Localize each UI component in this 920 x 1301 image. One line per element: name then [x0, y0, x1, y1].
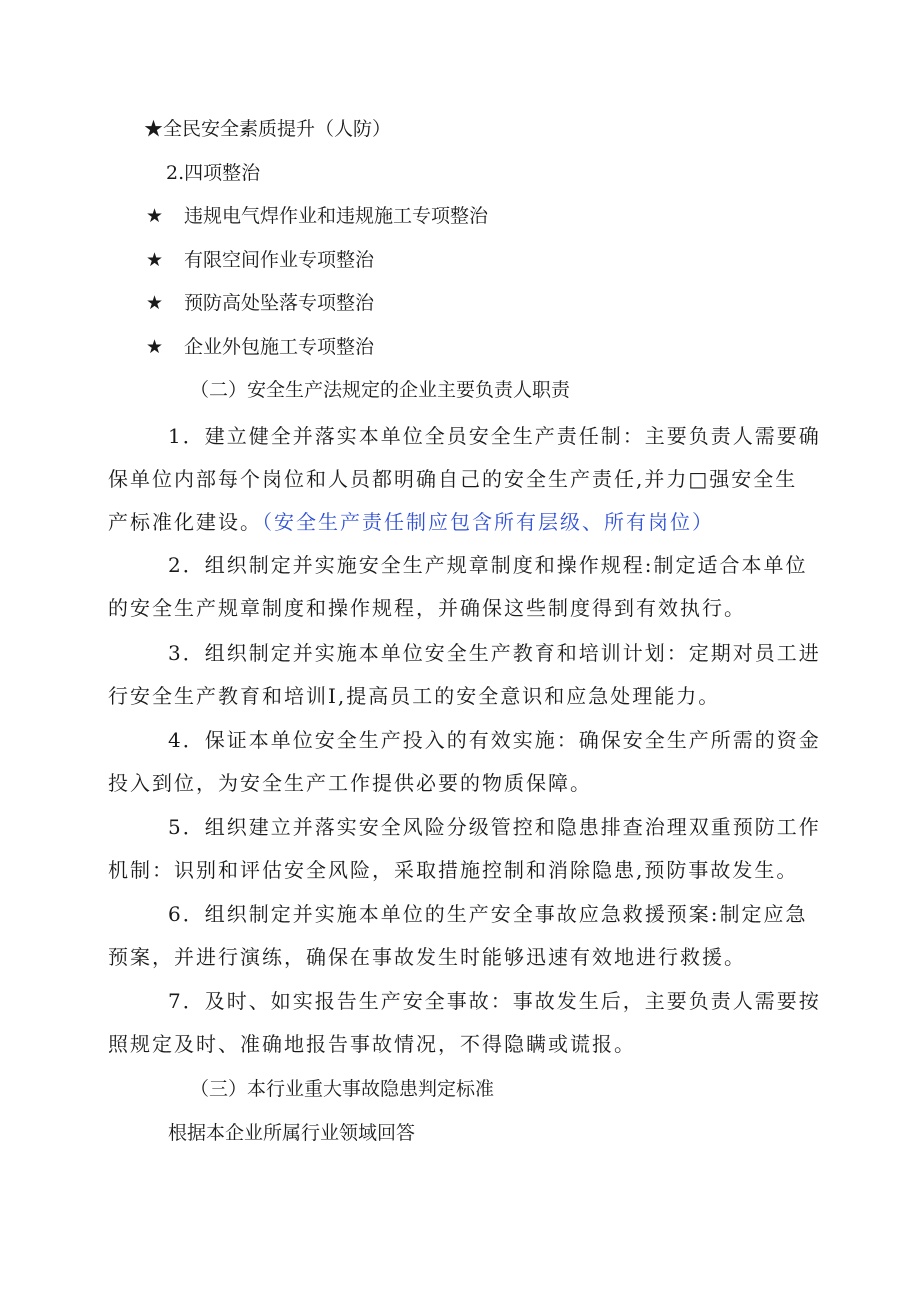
star-icon: ★ — [146, 336, 164, 358]
rectification-item — [146, 334, 374, 360]
rectification-item-text: 企业外包施工专项整治 — [184, 336, 375, 358]
duty-1-line-3-text: 产标准化建设。 — [108, 510, 262, 534]
rectification-item — [146, 290, 374, 316]
section-four-rectifications-title: 2.四项整治 — [166, 162, 261, 184]
rectification-item — [146, 203, 488, 229]
duty-3-line-2: 行安全生产教育和培训I,提高员工的安全意识和应急处理能力。 — [108, 684, 721, 708]
star-icon: ★ — [144, 118, 164, 140]
duty-1-line-1: 1．建立健全并落实本单位全员安全生产责任制：主要负责人需要确 — [168, 424, 821, 448]
rectification-item-text: 违规电气焊作业和违规施工专项整治 — [184, 205, 489, 227]
duty-4-line-2: 投入到位，为安全生产工作提供必要的物质保障。 — [108, 771, 592, 795]
section-two-heading: （二）安全生产法规定的企业主要负责人职责 — [190, 379, 571, 401]
bullet-national-safety — [144, 116, 391, 142]
rectification-item — [146, 247, 374, 273]
duty-6-line-1: 6．组织制定并实施本单位的生产安全事故应急救援预案:制定应急 — [168, 902, 808, 926]
star-icon: ★ — [146, 249, 164, 271]
duty-1-line-2: 保单位内部每个岗位和人员都明确自己的安全生产责任,并力□强安全生 — [108, 467, 798, 491]
duty-3-line-1: 3．组织制定并实施本单位安全生产教育和培训计划：定期对员工进 — [168, 641, 821, 665]
duty-5-line-2: 机制：识别和评估安全风险，采取措施控制和消除隐患,预防事故发生。 — [108, 858, 799, 882]
duty-7-line-2: 照规定及时、准确地报告事故情况，不得隐瞒或谎报。 — [108, 1032, 636, 1056]
duty-2-line-1: 2．组织制定并实施安全生产规章制度和操作规程:制定适合本单位 — [168, 553, 808, 577]
duty-1-line-3 — [108, 509, 714, 535]
duty-4-line-1: 4．保证本单位安全生产投入的有效实施：确保安全生产所需的资金 — [168, 728, 821, 752]
duty-7-line-1: 7．及时、如实报告生产安全事故：事故发生后，主要负责人需要按 — [168, 989, 821, 1013]
duty-5-line-1: 5．组织建立并落实安全风险分级管控和隐患排查治理双重预防工作 — [168, 815, 821, 839]
rectification-item-text: 预防高处坠落专项整治 — [184, 292, 375, 314]
rectification-item-text: 有限空间作业专项整治 — [184, 249, 375, 271]
star-icon: ★ — [146, 205, 164, 227]
duty-2-line-2: 的安全生产规章制度和操作规程，并确保这些制度得到有效执行。 — [108, 596, 746, 620]
closing-line: 根据本企业所属行业领域回答 — [168, 1122, 416, 1144]
bullet-text: 全民安全素质提升（人防） — [163, 118, 392, 140]
duty-6-line-2: 预案，并进行演练，确保在事故发生时能够迅速有效地进行救援。 — [108, 945, 746, 969]
duty-1-note: （安全生产责任制应包含所有层级、所有岗位） — [262, 510, 714, 534]
section-three-heading: （三）本行业重大事故隐患判定标准 — [190, 1078, 495, 1100]
star-icon: ★ — [146, 292, 164, 314]
